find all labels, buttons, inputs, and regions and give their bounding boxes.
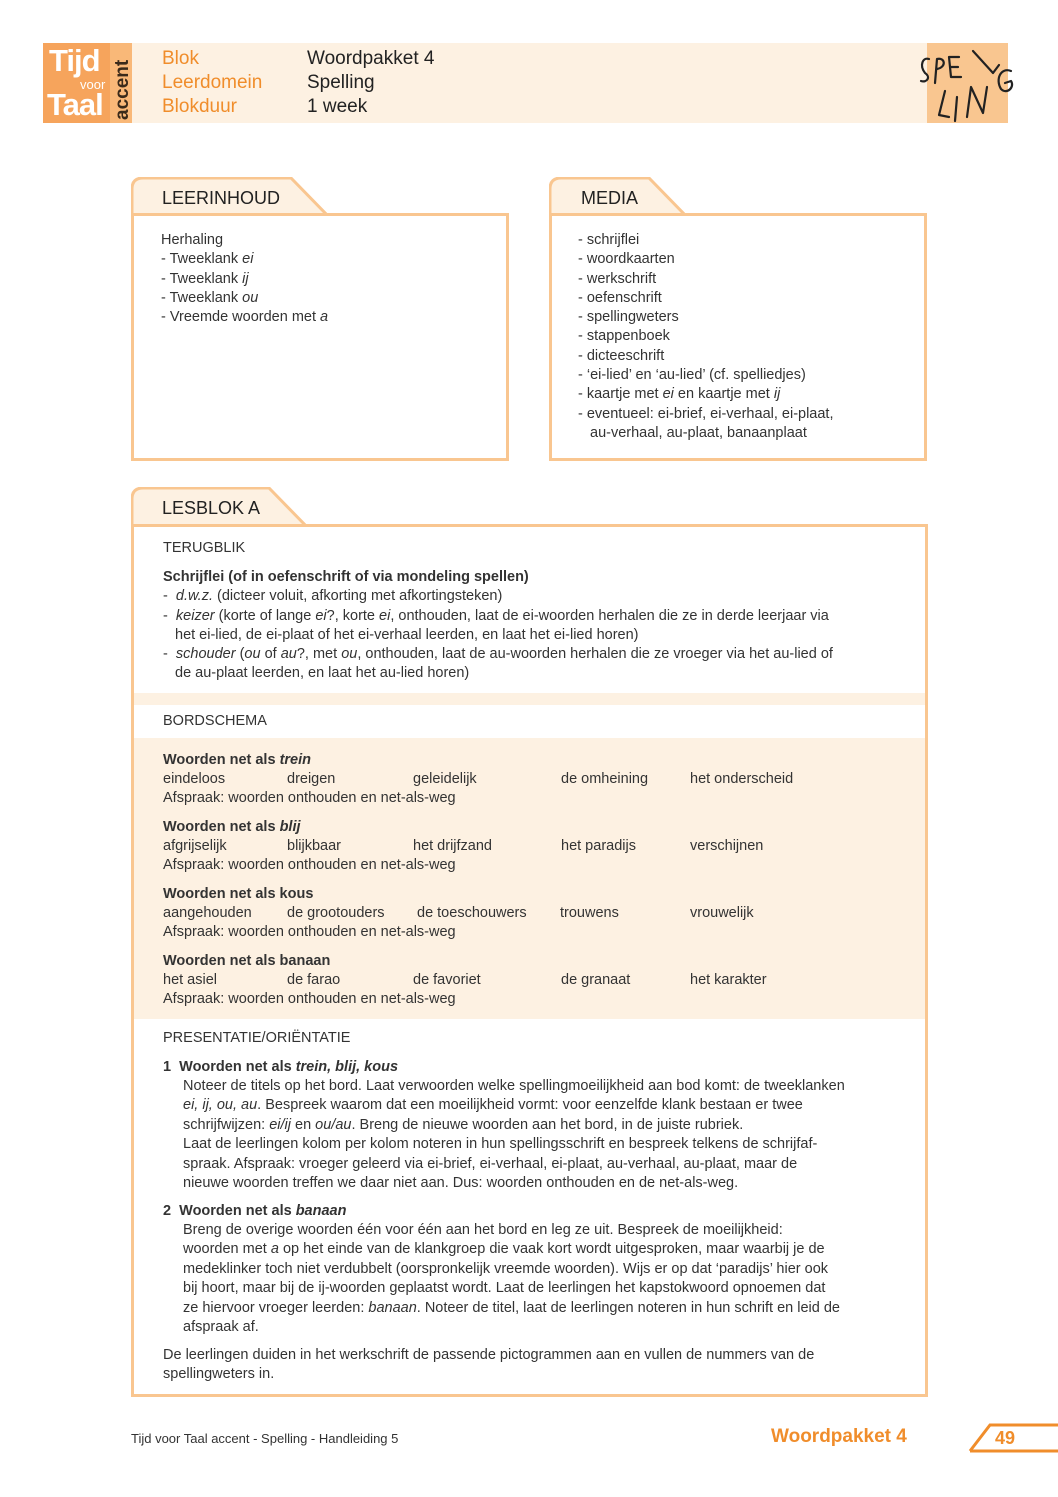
blokduur-value: 1 week [307,96,368,117]
word: het paradijs [561,838,636,854]
media-item: - oefenschrift [578,289,662,306]
spelling-handwritten-icon [915,43,1015,133]
step-1-body: Noteer de titels op het bord. Laat verwoorden welke spellingmoeilijkheid aan bod komt: de tweeklanken ei, ij, ou, au. Bespreek waarom dat een moeilijkheid vormt: voor eenzelfde klank bestaan er twee schrijfwijzen: ei/ij en ou/au. Breng de nieuwe woorden aan het bord, in de juiste rubriek. Laat de leerlingen kolom per kolom noteren in hun spellingsschrift en bespreek telkens de schrijfaf- spraak. Afspraak: vroeger geleerd via ei-brief, ei-verhaal, ei-plaat, au-verhaal, au-plaat, maar de nieuwe woorden treffen we daar niet aan. Dus: woorden onthouden en de net-als-weg. [183,1078,845,1192]
terugblik-item-3: - schouder (ou of au?, met ou, onthouden, laat de au-woorden herhalen die ze vroeger via het au-lied of [163,646,833,662]
media-item: au-verhaal, au-plaat, banaanplaat [590,424,807,441]
lesblok-title: LESBLOK A [162,498,261,518]
spelling-badge [927,43,1008,123]
leerinhoud-item: - Tweeklank ei [161,251,254,268]
group-title: Woorden net als blij [163,819,301,835]
afspraak: Afspraak: woorden onthouden en net-als-weg [163,991,456,1007]
media-item: - woordkaarten [578,251,675,268]
leerdomein-value: Spelling [307,72,375,93]
step-1-title: 1 Woorden net als trein, blij, kous [163,1059,399,1075]
media-item: - kaartje met ei en kaartje met ij [578,386,781,403]
band-divider [134,693,925,705]
leerinhoud-intro: Herhaling [161,232,224,248]
word: de granaat [561,972,631,988]
group-title: Woorden net als kous [163,886,314,902]
terugblik-item-2-cont: het ei-lied, de ei-plaat of het ei-verhaal leerden, en laat het ei-lied horen) [175,627,639,643]
media-title: MEDIA [581,188,639,208]
media-item: - stappenboek [578,328,670,345]
word: het karakter [690,972,767,988]
blok-value: Woordpakket 4 [307,48,435,69]
leerinhoud-item: - Vreemde woorden met a [161,309,329,326]
logo-taal: Taal [47,87,103,122]
word: blijkbaar [287,838,341,854]
terugblik-item-3-cont: de au-plaat leerden, en laat het au-lied horen) [175,665,470,681]
media-item: - spellingweters [578,309,679,326]
word: dreigen [287,771,336,787]
word: de farao [287,972,341,988]
group-title: Woorden net als trein [163,752,311,768]
media-item: - ‘ei-lied’ en ‘au-lied’ (cf. spelliedjes) [578,367,806,384]
footer-left: Tijd voor Taal accent - Spelling - Handleiding 5 [131,1431,399,1446]
closing-paragraph: De leerlingen duiden in het werkschrift de passende pictogrammen aan en vullen de nummers van de spellingweters in. [163,1347,815,1383]
group-title: Woorden net als banaan [163,953,331,969]
media-list [578,231,834,443]
step-2-body: Breng de overige woorden één voor één aan het bord en leg ze uit. Bespreek de moeilijkheid: woorden met a op het einde van de klankgroep die vaak kort wordt uitgesproken, maar waarbij je de medeklinker toch niet verdubbelt (oorspronkelijk vreemde woorden). Wijs er op dat ‘paradijs’ hier ook bij hoort, maar bij de ij-woorden geplaatst wordt. Laat de leerlingen het kapstokwoord opnoemen dat ze hiervoor vroeger leerden: banaan. Noteer de titel, laat de leerlingen noteren in hun schrift en leid de afspraak af. [183,1222,840,1336]
footer-woordpakket: Woordpakket 4 [771,1426,907,1447]
leerinhoud-content [161,231,328,327]
afspraak: Afspraak: woorden onthouden en net-als-weg [163,924,456,940]
word: afgrijselijk [163,838,227,854]
word: de omheining [561,771,649,787]
terugblik-heading: TERUGBLIK [163,540,246,556]
word: eindeloos [163,771,226,787]
word: het onderscheid [690,771,794,787]
word: de grootouders [287,905,385,921]
blokduur-label: Blokduur [162,96,237,117]
word: de favoriet [413,972,481,988]
bordschema-band [134,738,925,1019]
word: trouwens [560,905,619,921]
word: de toeschouwers [417,905,527,921]
word: verschijnen [690,838,764,854]
leerinhoud-item: - Tweeklank ou [161,289,259,306]
media-item: - eventueel: ei-brief, ei-verhaal, ei-plaat, [578,405,834,422]
leerinhoud-box [131,213,509,461]
word: vrouwelijk [690,905,754,921]
terugblik-item-2: - keizer (korte of lange ei?, korte ei, onthouden, laat de ei-woorden herhalen die ze in derde leerjaar via [163,608,829,624]
media-box [549,213,927,461]
logo-voor: voor [80,77,106,92]
bordschema-heading: BORDSCHEMA [163,713,267,729]
word: het drijfzand [413,838,492,854]
logo-tijd: Tijd [49,43,100,78]
media-item: - dicteeschrift [578,347,665,364]
afspraak: Afspraak: woorden onthouden en net-als-weg [163,857,456,873]
word: geleidelijk [413,771,477,787]
leerdomein-label: Leerdomein [162,72,263,93]
terugblik-item-1: - d.w.z. (dicteer voluit, afkorting met afkortingsteken) [163,588,503,604]
leerinhoud-title: LEERINHOUD [162,188,281,208]
blok-label: Blok [162,48,199,69]
step-2-title: 2 Woorden net als banaan [163,1203,347,1219]
page-number: 49 [995,1428,1016,1448]
presentatie-heading: PRESENTATIE/ORIËNTATIE [163,1030,351,1046]
afspraak: Afspraak: woorden onthouden en net-als-weg [163,790,456,806]
schrijflei-title: Schrijflei (of in oefenschrift of via mondeling spellen) [163,569,529,585]
word: aangehouden [163,905,252,921]
logo-accent: accent [112,59,133,120]
leerinhoud-item: - Tweeklank ij [161,270,249,287]
media-item: - werkschrift [578,270,657,287]
word: het asiel [163,972,218,988]
media-item: - schrijflei [578,232,640,248]
